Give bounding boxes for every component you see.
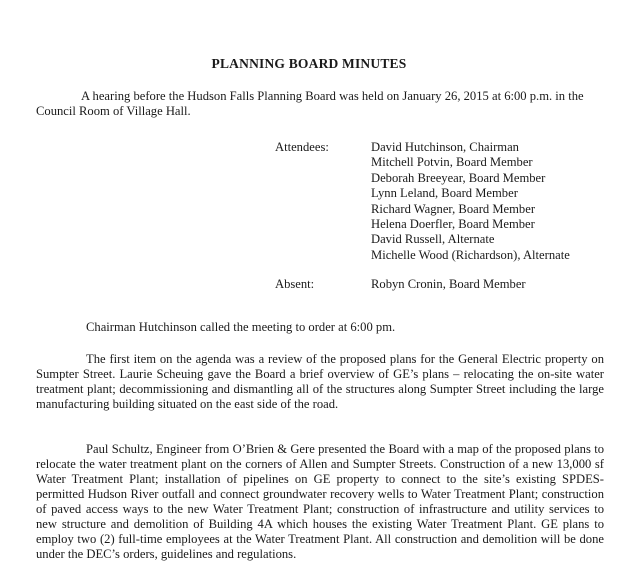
attendees-list [371,140,570,263]
absent-label: Absent: [275,277,315,291]
attendee-item: Michelle Wood (Richardson), Alternate [371,247,570,262]
attendee-item: David Hutchinson, Chairman [371,140,519,154]
attendee-item: Richard Wagner, Board Member [371,201,536,216]
attendees-label: Attendees: [275,140,329,154]
attendee-item: David Russell, Alternate [371,232,495,247]
agenda-item-paragraph: The first item on the agenda was a review of the proposed plans for the General Electric property on Sumpter Street. Laurie Scheuing gave the Board a brief overview of GE’s plans – relocating the on-site water treatment plant; decommissioning and dismantling all of the structures along Sumpter Street including the large manufacturing building situated on the east side of the road. [36,352,604,411]
engineer-presentation-paragraph: Paul Schultz, Engineer from O’Brien & Gere presented the Board with a map of the proposed plans to relocate the water treatment plant on the corners of Allen and Sumpter Streets. Construction of a new 13,000 sf Water Treatment Plant; installation of pipelines on GE property to connect to the site’s existing SPDES-permitted Hudson River outfall and connect groundwater recovery wells to Water Treatment Plant; construction of paved access ways to the new Water Treatment Plant; construction of infrastructure and utility services to new structure and demolition of Building 4A which houses the existing Water Treatment Plant. GE plans to employ two (2) full-time employees at the Water Treatment Plant. All construction and demolition will be done under the DEC’s orders, guidelines and regulations. [36,442,604,561]
document-title: PLANNING BOARD MINUTES [211,56,407,71]
absent-member: Robyn Cronin, Board Member [371,277,526,291]
attendee-item: Helena Doerfler, Board Member [371,216,535,231]
attendee-item: Mitchell Potvin, Board Member [371,155,533,170]
call-to-order-paragraph: Chairman Hutchinson called the meeting to order at 6:00 pm. [86,320,396,334]
attendee-item: Deborah Breeyear, Board Member [371,170,546,185]
intro-paragraph: A hearing before the Hudson Falls Planning Board was held on January 26, 2015 at 6:00 p.m. in the Council Room of Village Hall. [36,89,584,118]
attendee-item: Lynn Leland, Board Member [371,186,518,201]
